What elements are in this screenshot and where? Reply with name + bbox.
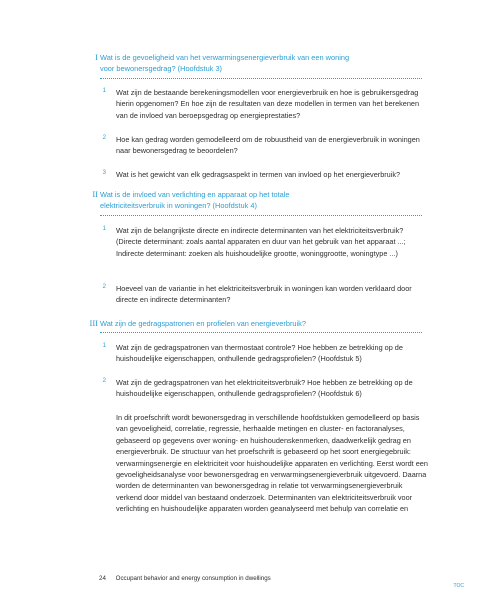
sub-question-number: 1 <box>102 343 106 349</box>
body-paragraph: In dit proefschrift wordt bewonersgedrag in verschillende hoofdstukken gemodelleerd op basis van gevoeligheid, correlatie, regressie, herhaalde metingen en cluster- en factoranalyses, gebaseerd op gegevens over woning- en huishoudenskenmerken, daadwerkelijk gedrag en energieverbruik. De structuur van het proefschrift is gebaseerd op het soort energiegebruik: verwarmingsenergie en elektriciteit voor huishoudelijke apparaten en verlichting. Eerst wordt een gevoeligheidsanalyse voor bewonersgedrag en verwarmingsenergieverbruik uitgevoerd. Daarna worden de determinanten van bewonersgedrag in relatie tot verwarmingsenergieverbruik verkend door middel van bestaand onderzoek. Determinanten van elektriciteitsverbruik voor verlichting en huishoudelijke apparaten worden geanalyseerd met behulp van correlatie en <box>116 413 428 514</box>
page-number: 24 <box>99 575 106 582</box>
question-number: III <box>89 318 98 328</box>
sub-question <box>102 342 428 365</box>
question-text: Wat is de invloed van verlichting en apparaat op het totale elektriciteitsverbruik in woningen? (Hoofdstuk 4) <box>100 190 290 211</box>
sub-question-number: 2 <box>102 378 106 384</box>
sub-question <box>102 225 428 259</box>
research-question-2 <box>92 189 422 216</box>
running-title: Occupant behavior and energy consumption in dwellings <box>115 575 271 582</box>
sub-question <box>102 283 428 306</box>
page-footer <box>99 575 271 582</box>
question-number: II <box>92 189 98 199</box>
research-question-1 <box>95 52 422 79</box>
sub-question-text: Wat zijn de bestaande berekeningsmodellen voor energieverbruik en hoe is gebruikersgedrag hierin opgenomen? En hoe zijn de resultaten van deze modellen in termen van het berekenen van de invloed van beroepsgedrag op energieprestaties? <box>116 88 420 120</box>
toc-link[interactable]: TOC <box>453 583 464 589</box>
sub-question-text: Wat zijn de gedragspatronen van het elektriciteitsverbruik? Hoe hebben ze betrekking op de huishoudelijke eigenschappen, onthullende gedragsprofielen? (Hoofdstuk 6) <box>116 378 413 399</box>
sub-question-text: Wat zijn de gedragspatronen van thermostaat controle? Hoe hebben ze betrekking op de huishoudelijke eigenschappen, onthullende gedragsprofielen? (Hoofdstuk 5) <box>116 343 403 364</box>
sub-question-number: 2 <box>102 284 106 290</box>
question-number: I <box>95 52 98 62</box>
question-text: Wat is de gevoeligheid van het verwarmingsenergieverbruik van een woning voor bewonersgedrag? (Hoofdstuk 3) <box>100 53 350 74</box>
sub-question-text: Wat is het gewicht van elk gedragsaspekt in termen van invloed op het energieverbruik? <box>116 170 401 179</box>
sub-question-text: Hoe kan gedrag worden gemodelleerd om de robuustheid van de energieverbruik in woningen naar bewonersgedrag te beoordelen? <box>116 135 420 156</box>
sub-question-number: 1 <box>102 88 106 94</box>
sub-question-number: 1 <box>102 226 106 232</box>
sub-question <box>102 169 428 180</box>
sub-question-number: 3 <box>102 170 106 176</box>
research-question-3 <box>89 318 422 333</box>
sub-question-number: 2 <box>102 135 106 141</box>
question-text: Wat zijn de gedragspatronen en profielen van energieverbruik? <box>100 319 306 328</box>
sub-question <box>102 134 428 157</box>
dotted-divider <box>100 215 422 216</box>
sub-question <box>102 377 428 400</box>
sub-question-text: Wat zijn de belangrijkste directe en indirecte determinanten van het elektriciteitsverbruik? (Directe determinant: zoals aantal apparaten en duur van het gebruik van het apparaat ...; Indirecte determinant: zoeken als huishoudelijke grootte, woninggrootte, woningtype ...) <box>116 226 406 258</box>
sub-question-text: Hoeveel van de variantie in het elektriciteitsverbruik in woningen kan worden verklaard door directe en indirecte determinanten? <box>116 284 412 305</box>
sub-question <box>102 87 428 121</box>
dotted-divider <box>100 332 422 333</box>
dotted-divider <box>100 78 422 79</box>
